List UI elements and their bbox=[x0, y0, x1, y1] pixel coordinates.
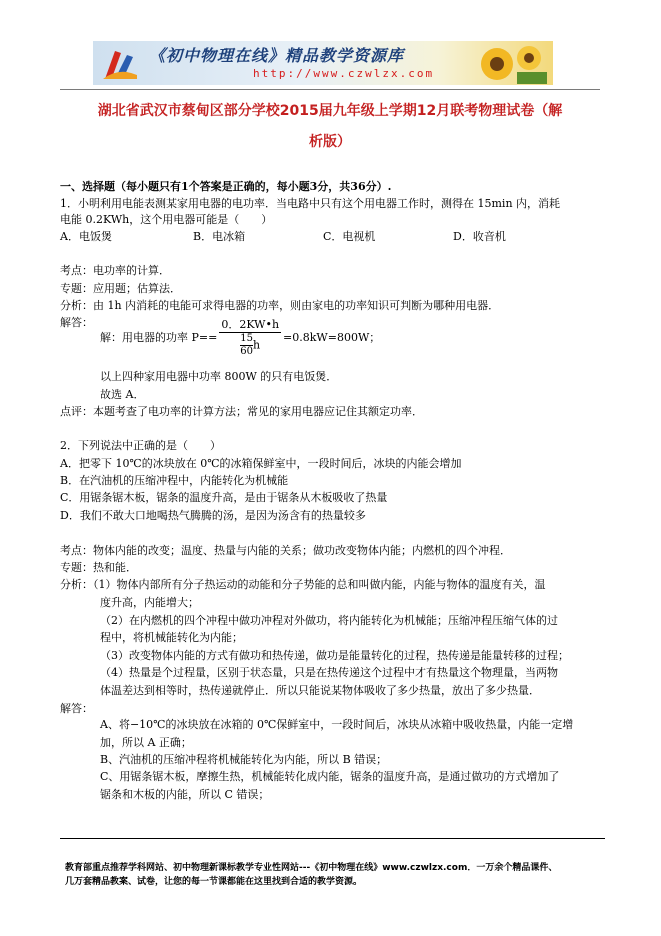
q2-option-c: C．用锯条锯木板，锯条的温度升高，是由于锯条从木板吸收了热量 bbox=[60, 491, 388, 504]
header-rule bbox=[60, 89, 600, 90]
q2-kaodian: 考点：物体内能的改变；温度、热量与内能的关系；做功改变物体内能；内燃机的四个冲程． bbox=[60, 544, 511, 557]
q2-option-a: A．把零下 10℃的冰块放在 0℃的冰箱保鲜室中，一段时间后，冰块的内能会增加 bbox=[60, 457, 462, 470]
site-logo-icon bbox=[99, 45, 139, 83]
q2-solution-a2: 加，所以 A 正确； bbox=[100, 736, 192, 749]
time-unit: h bbox=[253, 338, 261, 352]
q1-option-b: B．电冰箱 bbox=[193, 230, 246, 243]
q2-solution-a1: A、将−10℃的冰块放在冰箱的 0℃保鲜室中，一段时间后，冰块从冰箱中吸收热量，内能一定增 bbox=[100, 718, 574, 731]
fraction-denominator bbox=[219, 333, 281, 358]
q2-stem: 2．下列说法中正确的是（ ） bbox=[60, 439, 221, 452]
q1-jieda-label: 解答： bbox=[60, 316, 93, 329]
q1-solution-prefix: 解：用电器的功率 P== bbox=[100, 331, 218, 344]
q1-option-d: D．收音机 bbox=[453, 230, 506, 243]
q1-stem-line-1: 1．小明利用电能表测某家用电器的电功率．当电路中只有这个用电器工作时，测得在 15min 内，消耗 bbox=[60, 197, 561, 210]
q1-kaodian: 考点：电功率的计算． bbox=[60, 264, 170, 277]
q2-solution-c2: 锯条和木板的内能，所以 C 错误； bbox=[100, 788, 270, 801]
q2-jieda-label: 解答： bbox=[60, 702, 93, 715]
time-denominator: 60 bbox=[240, 346, 254, 357]
q1-dianping: 点评：本题考查了电功率的计算方法；常见的家用电器应记住其额定功率． bbox=[60, 405, 423, 418]
q1-solution-formula bbox=[100, 318, 380, 358]
footer-line-1: 教育部重点推荐学科网站、初中物理新课标教学专业性网站---《初中物理在线》www.czwlzx.com．一万余个精品课件、 bbox=[65, 863, 558, 873]
q1-option-c: C．电视机 bbox=[323, 230, 376, 243]
q2-option-d: D．我们不敢大口地喝热气腾腾的汤，是因为汤含有的热量较多 bbox=[60, 509, 366, 522]
section-heading: 一、选择题（每小题只有1个答案是正确的，每小题3分，共36分）. bbox=[60, 180, 392, 193]
q2-fenxi-4a: （4）热量是个过程量，区别于状态量，只是在热传递这个过程中才有热量这个物理量，当两物 bbox=[100, 666, 558, 679]
header-banner bbox=[93, 41, 553, 85]
q2-zhuanti: 专题：热和能． bbox=[60, 561, 137, 574]
sunflower-icon bbox=[477, 44, 547, 84]
power-fraction bbox=[219, 318, 281, 358]
q1-solution-line-3: 故选 A． bbox=[100, 388, 145, 401]
q1-solution-suffix: =0.8kW=800W； bbox=[283, 331, 381, 344]
time-numerator: 15 bbox=[240, 333, 254, 344]
q1-stem-line-2: 电能 0.2KWh，这个用电器可能是（ ） bbox=[60, 213, 273, 226]
q2-option-b: B．在汽油机的压缩冲程中，内能转化为机械能 bbox=[60, 474, 289, 487]
q2-fenxi-3: （3）改变物体内能的方式有做功和热传递，做功是能量转化的过程，热传递是能量转移的过程； bbox=[100, 649, 569, 662]
footer-line-2: 几万套精品教案、试卷，让您的每一节课都能在这里找到合适的教学资源。 bbox=[65, 877, 363, 887]
fraction-numerator: 0．2KW•h bbox=[221, 318, 280, 331]
q2-fenxi-2a: （2）在内燃机的四个冲程中做功冲程对外做功，将内能转化为机械能；压缩冲程压缩气体的过 bbox=[100, 614, 558, 627]
q2-fenxi-1b: 度升高，内能增大； bbox=[100, 596, 199, 609]
banner-url[interactable]: http://www.czwlzx.com bbox=[253, 67, 435, 80]
q2-fenxi-4b: 体温差达到相等时，热传递就停止．所以只能说某物体吸收了多少热量，放出了多少热量． bbox=[100, 684, 540, 697]
q2-solution-b: B、汽油机的压缩冲程将机械能转化为内能，所以 B 错误； bbox=[100, 753, 388, 766]
q2-fenxi-2b: 程中，将机械能转化为内能； bbox=[100, 631, 243, 644]
banner-title: 《初中物理在线》精品教学资源库 bbox=[149, 46, 405, 65]
document-title-line-1: 湖北省武汉市蔡甸区部分学校2015届九年级上学期12月联考物理试卷（解 bbox=[97, 103, 563, 119]
q1-option-a: A．电饭煲 bbox=[60, 230, 112, 243]
time-fraction bbox=[240, 333, 253, 358]
q2-solution-c1: C、用锯条锯木板，摩擦生热，机械能转化成内能，锯条的温度升高，是通过做功的方式增加了 bbox=[100, 770, 560, 783]
document-title-line-2: 析版） bbox=[309, 134, 351, 150]
q1-fenxi: 分析：由 1h 内消耗的电能可求得电器的功率，则由家电的功率知识可判断为哪种用电器． bbox=[60, 299, 500, 312]
q2-fenxi-1a: 分析：（1）物体内部所有分子热运动的动能和分子势能的总和叫做内能，内能与物体的温度有关，温 bbox=[60, 578, 546, 591]
q1-zhuanti: 专题：应用题；估算法． bbox=[60, 282, 181, 295]
footer-rule bbox=[60, 838, 605, 839]
q1-solution-line-2: 以上四种家用电器中功率 800W 的只有电饭煲． bbox=[100, 370, 338, 383]
